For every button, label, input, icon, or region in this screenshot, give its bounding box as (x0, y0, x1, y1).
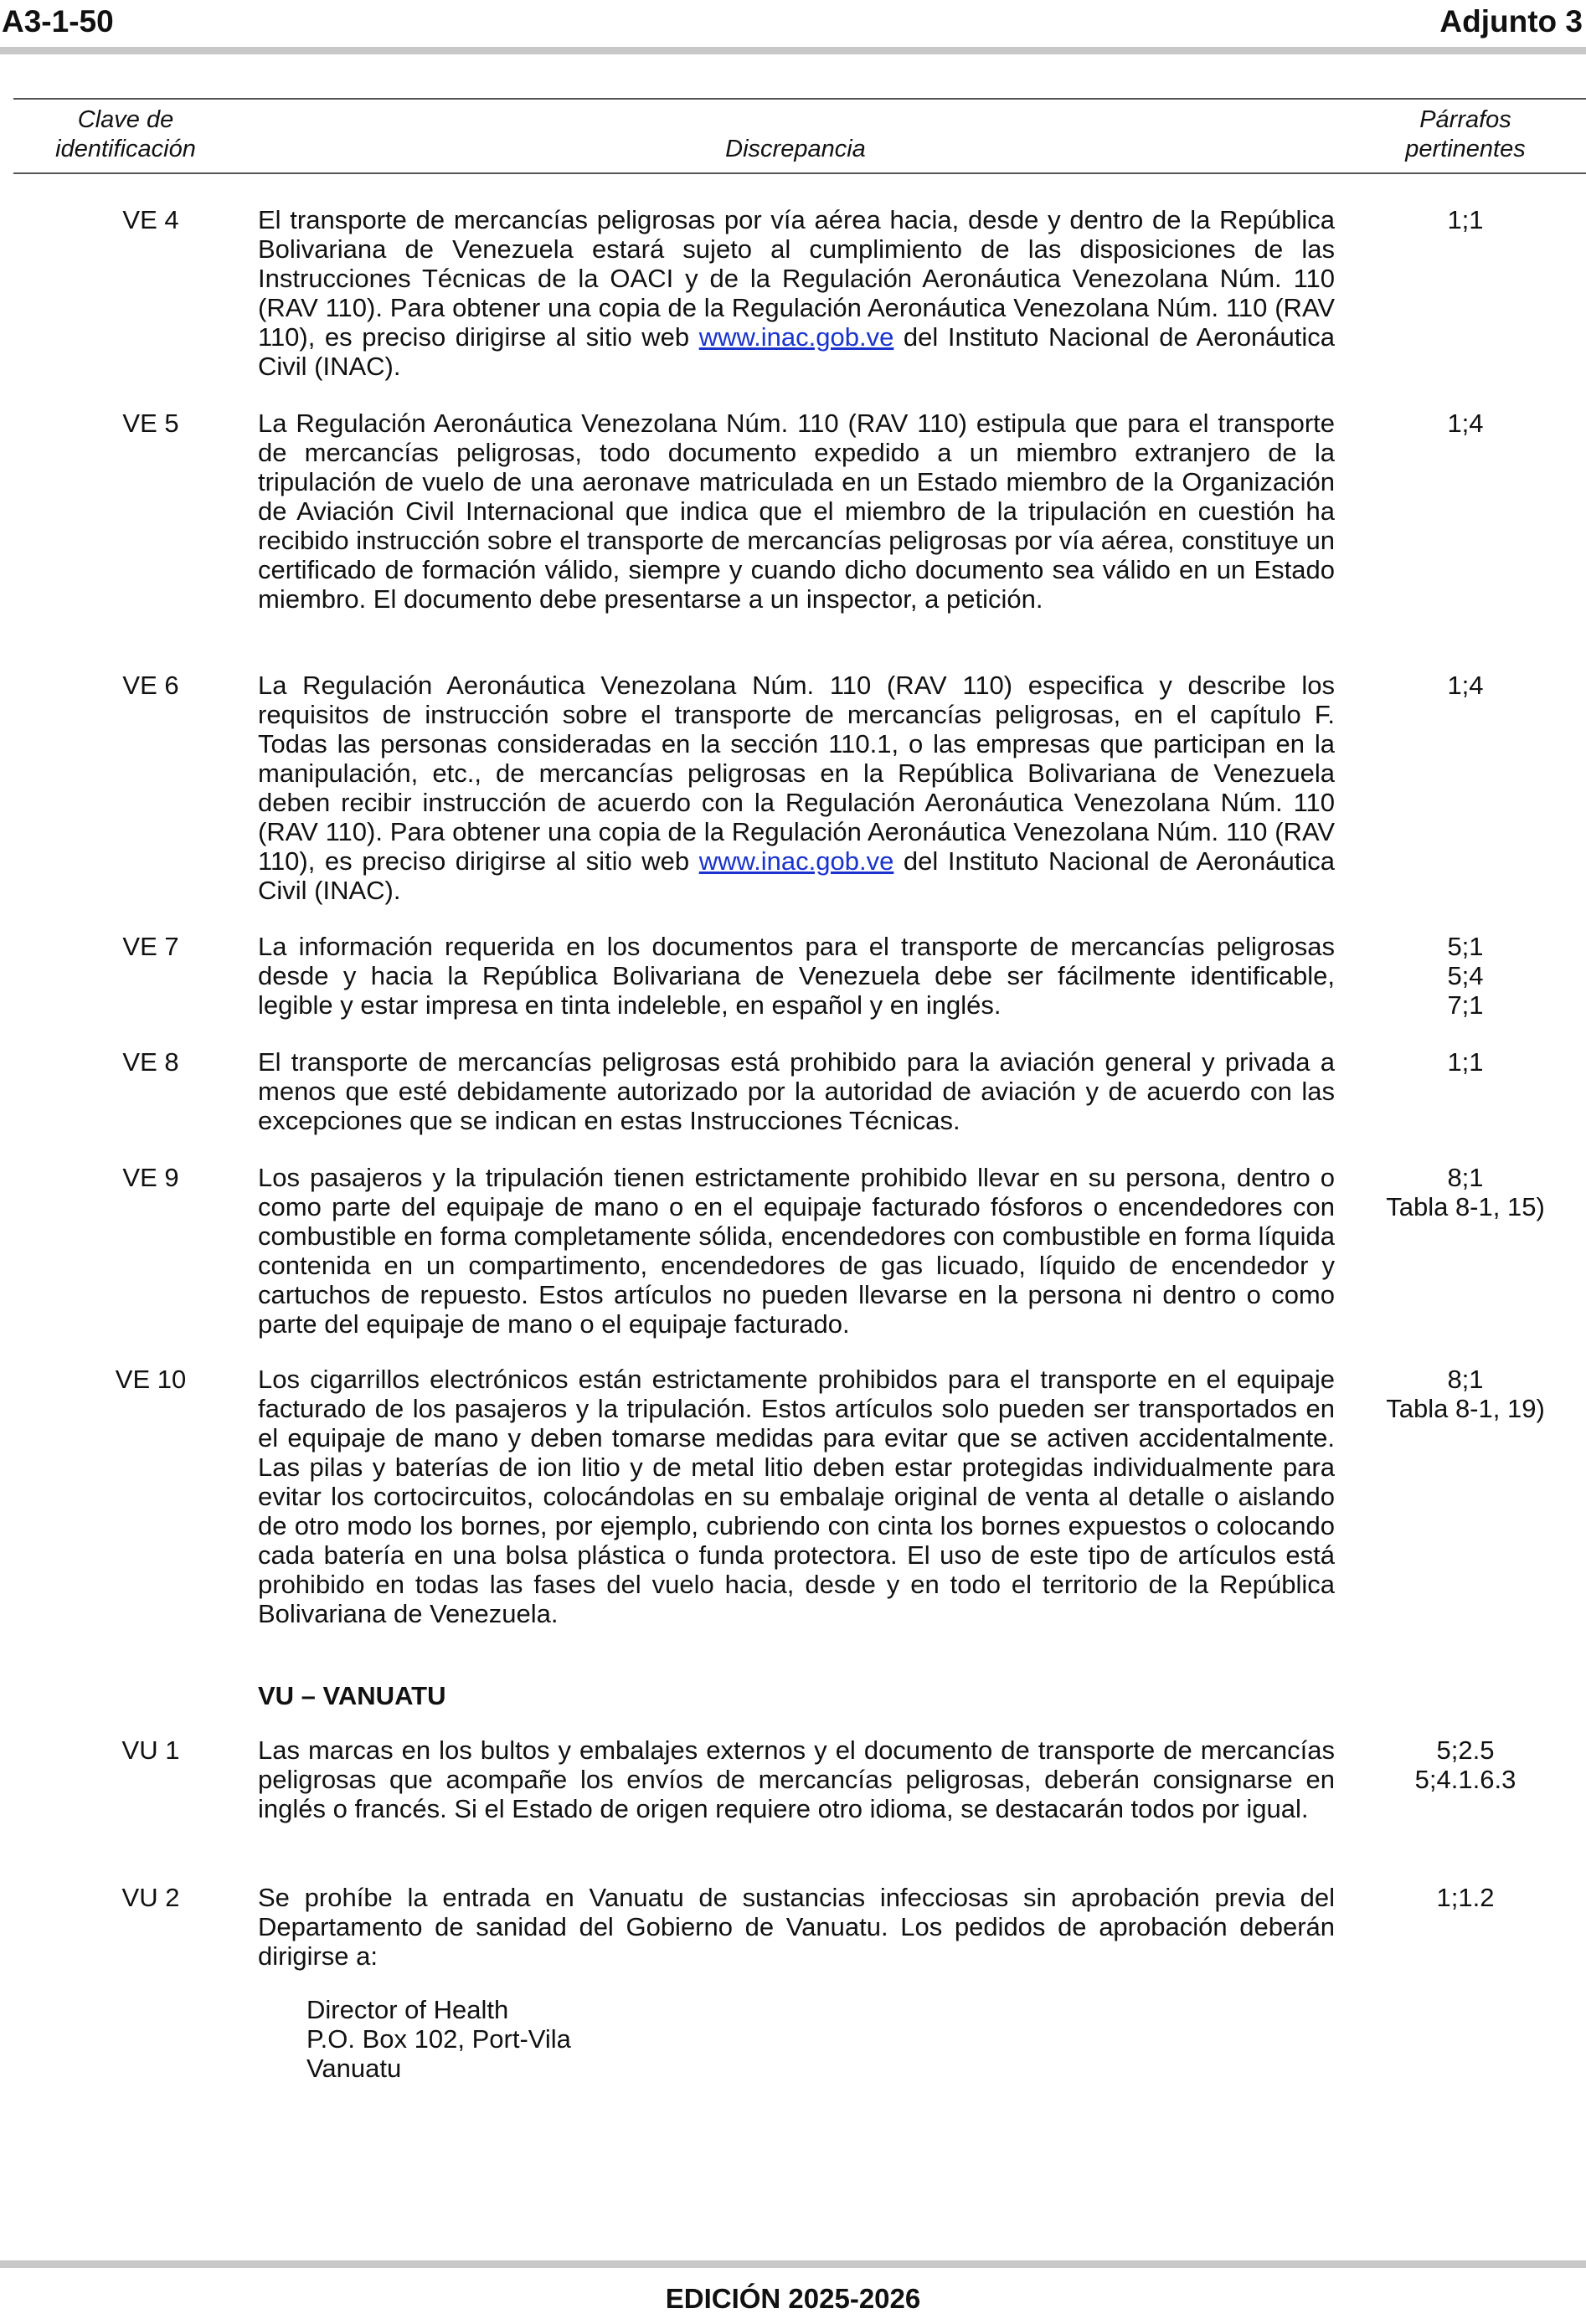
entry-refs: 1;4 (1447, 671, 1484, 700)
entry-refs: 1;1 (1447, 1047, 1484, 1077)
edition-label: EDICIÓN 2025-2026 (665, 2283, 921, 2314)
entry-id: VU 2 (121, 1883, 180, 1912)
entry-text: La Regulación Aeronáutica Venezolana Núm. 110 (RAV 110) especifica y describe los requisitos de instrucción sobre el transporte de mercancías peligrosas, en el capítulo F. Todas las personas consideradas en la sección 110.1, o las empresas que participan en la manipulación, etc., de mercancías peligrosas en la República Bolivariana de Venezuela deben recibir instrucción de acuerdo con la Regulación Aeronáutica Venezolana Núm. 110 (RAV 110). Para obtener una copia de la Regulación Aeronáutica Venezolana Núm. 110 (RAV 110), es preciso dirigirse al sitio web www.inac.gob.ve del Instituto Nacional de Aeronáutica Civil (INAC). (258, 671, 1335, 905)
address-line: Director of Health (306, 1995, 509, 2024)
entry-id: VE 5 (122, 409, 179, 438)
entry-text: Los cigarrillos electrónicos están estrictamente prohibidos para el transporte en el equipaje facturado de los pasajeros y la tripulación. Estos artículos solo pueden ser transportados en el equipaje de mano y deben tomarse medidas para evitar que se activen accidentalmente. Las pilas y baterías de ion litio y de metal litio deben estar protegidas individualmente para evitar los cortocircuitos, colocándolas en su embalaje original de venta al detalle o aislando de otro modo los bornes, por ejemplo, cubriendo con cinta los bornes expuestos o colocando cada batería en una bolsa plástica o funda protectora. El uso de este tipo de artículos está prohibido en todas las fases del vuelo hacia, desde y en todo el territorio de la República Bolivariana de Venezuela. (258, 1365, 1335, 1628)
column-header-discrepancy: Discrepancia (725, 136, 866, 162)
table-header-rule (13, 172, 1586, 174)
inac-link[interactable]: www.inac.gob.ve (698, 846, 894, 876)
section-heading: VU – VANUATU (258, 1681, 446, 1710)
entry-refs: 8;1 Tabla 8-1, 15) (1386, 1163, 1545, 1221)
inac-link[interactable]: www.inac.gob.ve (698, 322, 894, 352)
entry-refs: 1;1.2 (1436, 1883, 1495, 1912)
header-rule (0, 47, 1586, 54)
address-block (306, 1995, 571, 2083)
entry-text: El transporte de mercancías peligrosas está prohibido para la aviación general y privada a menos que esté debidamente autorizado por la autoridad de aviación y de acuerdo con las excepciones que se indican en estas Instrucciones Técnicas. (258, 1047, 1335, 1135)
entry-text: La Regulación Aeronáutica Venezolana Núm. 110 (RAV 110) estipula que para el transporte de mercancías peligrosas, todo documento expedido a un miembro extranjero de la tripulación de vuelo de una aeronave matriculada en un Estado miembro de la Organización de Aviación Civil Internacional que indica que el miembro de la tripulación en cuestión ha recibido instrucción sobre el transporte de mercancías peligrosas por vía aérea, constituye un certificado de formación válido, siempre y cuando dicho documento sea válido en un Estado miembro. El documento debe presentarse a un inspector, a petición. (258, 409, 1335, 614)
entry-id: VE 8 (122, 1047, 179, 1077)
footer-rule (0, 2260, 1586, 2268)
entry-text: Los pasajeros y la tripulación tienen estrictamente prohibido llevar en su persona, dentro o como parte del equipaje de mano o en el equipaje facturado fósforos o encendedores con combustible en forma completamente sólida, encendedores con combustible en forma líquida contenida en un compartimento, encendedores de gas licuado, líquido de encendedor y cartuchos de repuesto. Estos artículos no pueden llevarse en la persona ni dentro o como parte del equipaje de mano o el equipaje facturado. (258, 1163, 1335, 1339)
entry-text: Se prohíbe la entrada en Vanuatu de sustancias infecciosas sin aprobación previa del Departamento de sanidad del Gobierno de Vanuatu. Los pedidos de aprobación deberán dirigirse a: (258, 1883, 1335, 1971)
entry-refs: 1;1 (1447, 205, 1484, 234)
entry-text: El transporte de mercancías peligrosas por vía aérea hacia, desde y dentro de la República Bolivariana de Venezuela estará sujeto al cumplimiento de las disposiciones de las Instrucciones Técnicas de la OACI y de la Regulación Aeronáutica Venezolana Núm. 110 (RAV 110). Para obtener una copia de la Regulación Aeronáutica Venezolana Núm. 110 (RAV 110), es preciso dirigirse al sitio web www.inac.gob.ve del Instituto Nacional de Aeronáutica Civil (INAC). (258, 205, 1335, 381)
attachment-label: Adjunto 3 (1439, 4, 1583, 39)
entry-refs: 1;4 (1447, 409, 1484, 438)
entry-text: La información requerida en los documentos para el transporte de mercancías peligrosas desde y hacia la República Bolivariana de Venezuela debe ser fácilmente identificable, legible y estar impresa en tinta indeleble, en español y en inglés. (258, 932, 1335, 1020)
entry-refs: 5;1 5;4 7;1 (1447, 932, 1484, 1020)
entry-text: Las marcas en los bultos y embalajes externos y el documento de transporte de mercancías peligrosas que acompañe los envíos de mercancías peligrosas, deberán consignarse en inglés o francés. Si el Estado de origen requiere otro idioma, se destacarán todos por igual. (258, 1735, 1335, 1823)
table-top-rule (13, 98, 1586, 100)
entry-id: VU 1 (121, 1735, 180, 1765)
entry-id: VE 4 (122, 205, 179, 234)
entry-id: VE 10 (115, 1365, 187, 1394)
page-number: A3-1-50 (2, 4, 114, 39)
entry-id: VE 7 (122, 932, 179, 961)
address-line: P.O. Box 102, Port-Vila (306, 2024, 571, 2054)
entry-id: VE 9 (122, 1163, 179, 1192)
address-line: Vanuatu (306, 2054, 402, 2083)
column-header-id: Clave de identificación (55, 106, 196, 162)
entry-refs: 8;1 Tabla 8-1, 19) (1386, 1365, 1545, 1423)
column-header-refs: Párrafos pertinentes (1405, 106, 1526, 162)
entry-id: VE 6 (122, 671, 179, 700)
entry-refs: 5;2.5 5;4.1.6.3 (1414, 1735, 1516, 1794)
